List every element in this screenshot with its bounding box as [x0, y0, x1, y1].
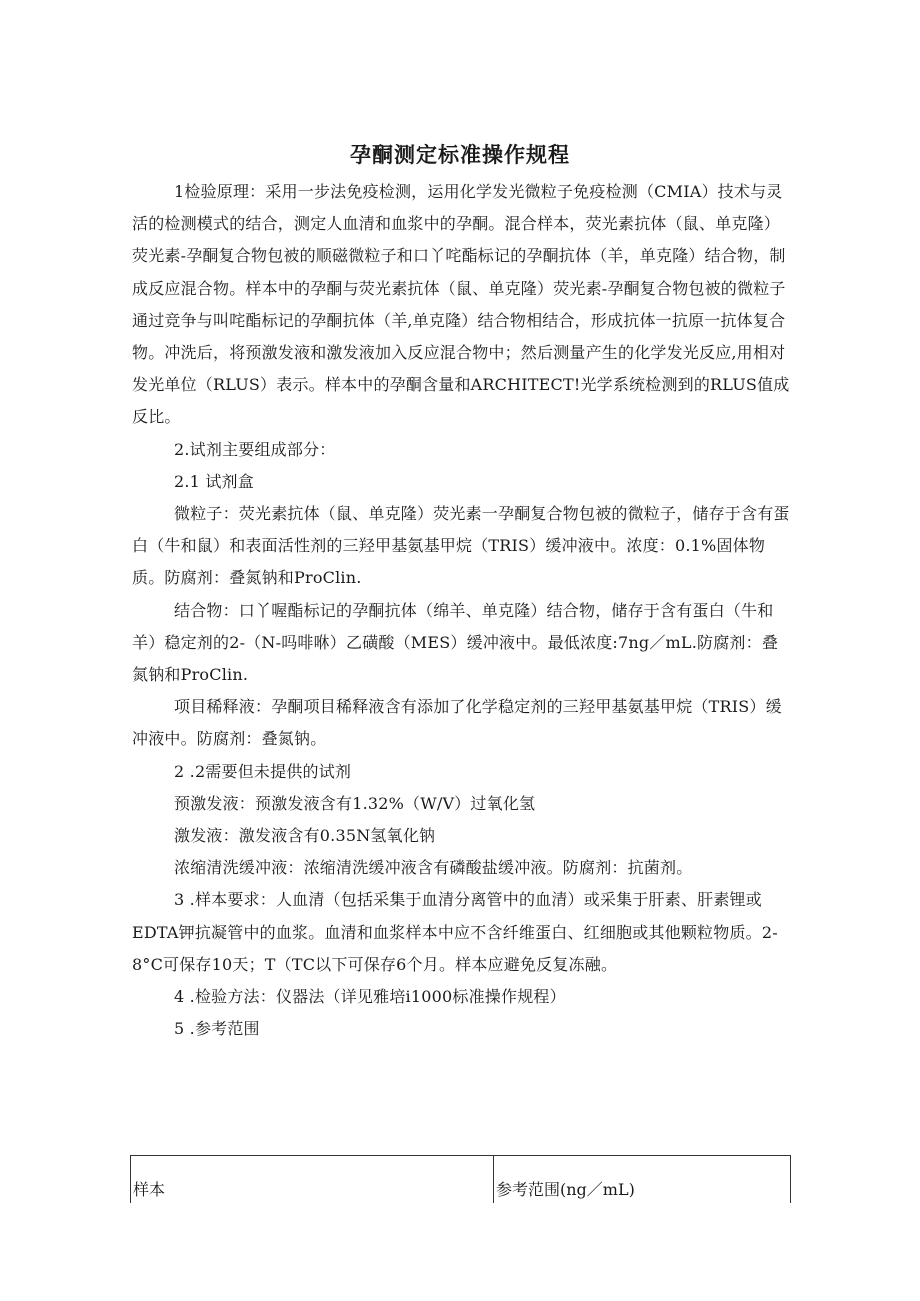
- table-header-reference-range: 参考范围(ng／mL): [494, 1156, 791, 1204]
- paragraph-pre-trigger: 预激发液：预激发液含有1.32%（W/V）过氧化氢: [174, 793, 536, 813]
- paragraph-conjugate: 结合物：口丫喔酯标记的孕酮抗体（绵羊、单克隆）结合物，储存于含有蛋白（牛和羊）稳定剂的2-（N-吗啡咻）乙磺酸（MES）缓冲液中。最低浓度:7ng／mL.防腐剂：叠氮钠和ProClin.: [132, 600, 779, 685]
- paragraph-reference-range: 5 .参考范围: [174, 1019, 260, 1039]
- paragraph-microparticles: 微粒子：荧光素抗体（鼠、单克隆）荧光素一孕酮复合物包被的微粒子，储存于含有蛋白（牛和鼠）和表面活性剂的三羟甲基氨基甲烷（TRIS）缓冲液中。浓度：0.1%固体物质。防腐剂：叠氮钠和ProClin.: [132, 504, 790, 588]
- table-header-sample: 样本: [131, 1156, 494, 1204]
- paragraph-diluent: 项目稀释液：孕酮项目稀释液含有添加了化学稳定剂的三羟甲基氨基甲烷（TRIS）缓冲液中。防腐剂：叠氮钠。: [132, 697, 782, 749]
- reference-range-table: [130, 1155, 791, 1203]
- paragraph-trigger: 激发液：激发液含有0.35N氢氧化钠: [174, 826, 436, 846]
- paragraph-kit-heading: 2.1 试剂盒: [174, 471, 254, 491]
- paragraph-test-method: 4 .检验方法：仪器法（详见雅培i1000标准操作规程）: [174, 987, 566, 1007]
- page-title: 孕酮测定标准操作规程: [350, 143, 570, 167]
- paragraph-principle: 1检验原理：采用一步法免疫检测，运用化学发光微粒子免疫检测（CMIA）技术与灵活的检测模式的结合，测定人血清和血浆中的孕酮。混合样本，荧光素抗体（鼠、单克隆）荧光素-孕酮复合物包被的顺磁微粒子和口丫咤酯标记的孕酮抗体（羊，单克隆）结合物，制成反应混合物。样本中的孕酮与荧光素抗体（鼠、单克隆）荧光素-孕酮复合物包被的微粒子通过竞争与叫咤酯标记的孕酮抗体（羊,单克隆）结合物相结合，形成抗体一抗原一抗体复合物。冲洗后，将预激发液和激发液加入反应混合物中；然后测量产生的化学发光反应,用相对发光单位（RLUS）表示。样本中的孕酮含量和ARCHITECT!光学系统检测到的RLUS值成反比。: [132, 182, 790, 427]
- paragraph-reagent-components: 2.试剂主要组成部分：: [174, 439, 336, 459]
- paragraph-sample-requirements: 3 .样本要求：人血清（包括采集于血清分离管中的血清）或采集于肝素、肝素锂或EDTA钾抗凝管中的血浆。血清和血浆样本中应不含纤维蛋白、红细胞或其他颗粒物质。2-8°C可保存10天；T（TC以下可保存6个月。样本应避免反复冻融。: [132, 890, 778, 974]
- paragraph-wash-buffer: 浓缩清洗缓冲液：浓缩清洗缓冲液含有磷酸盐缓冲液。防腐剂：抗菌剂。: [174, 858, 693, 878]
- document-body: [132, 176, 792, 1045]
- paragraph-required-reagents: 2 .2需要但未提供的试剂: [174, 761, 352, 781]
- table-header-row: [131, 1156, 791, 1204]
